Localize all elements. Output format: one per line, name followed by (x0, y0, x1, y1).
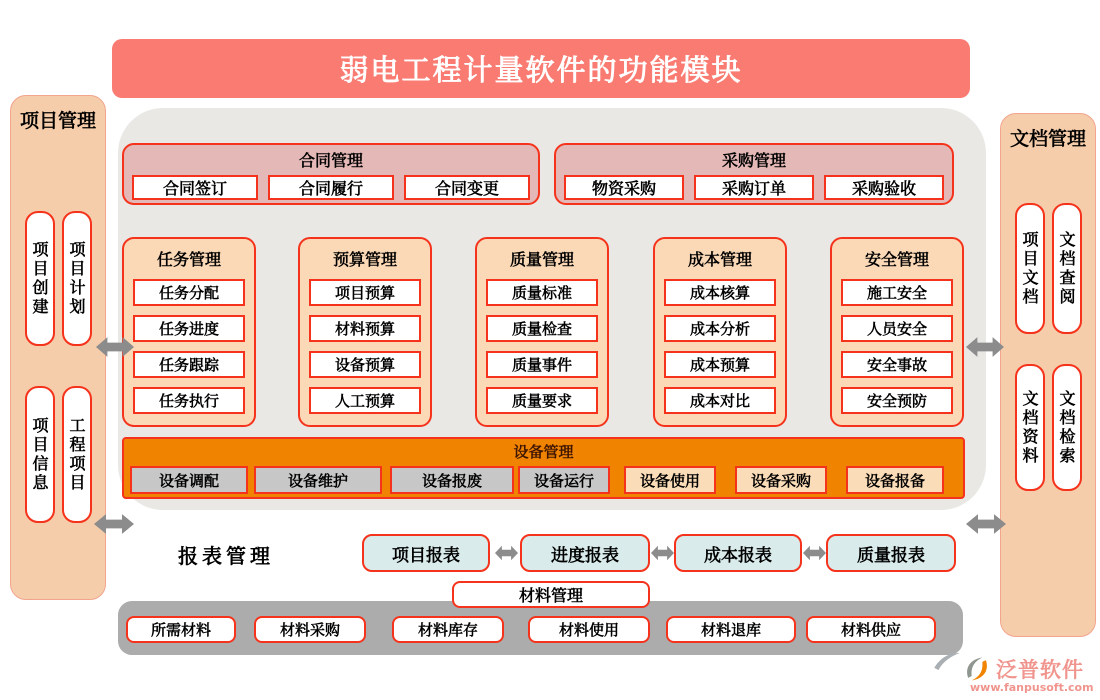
project-management-panel (10, 95, 106, 600)
project-pill-row-1 (11, 211, 105, 346)
contract-management-group (122, 143, 540, 205)
budget-management-column (298, 237, 432, 427)
module-contract-signing: 合同签订 (132, 175, 258, 200)
project-pill-row-2 (11, 386, 105, 523)
module-equipment-dispatch: 设备调配 (130, 466, 248, 494)
module-document-review: 文档查阅 (1052, 203, 1082, 334)
module-cost-analysis: 成本分析 (664, 315, 776, 342)
double-arrow-icon (651, 545, 674, 561)
module-material-purchase: 材料采购 (254, 616, 366, 643)
task-management-title: 任务管理 (156, 250, 221, 269)
contract-items (124, 171, 538, 200)
double-arrow-icon (94, 513, 134, 535)
module-material-return: 材料退库 (666, 616, 796, 643)
cost-management-column (653, 237, 787, 427)
procurement-management-group (554, 143, 954, 205)
module-quality-requirement: 质量要求 (486, 387, 598, 414)
contract-management-title: 合同管理 (298, 151, 363, 170)
module-equipment-operation: 设备运行 (518, 466, 610, 494)
double-arrow-icon (966, 336, 1004, 358)
document-pill-row-2 (1001, 364, 1095, 491)
page-title: 弱电工程计量软件的功能模块 (112, 39, 970, 98)
fanpu-logo-icon (962, 654, 992, 684)
module-equipment-filing: 设备报备 (846, 466, 944, 494)
module-construction-safety: 施工安全 (841, 279, 953, 306)
module-document-search: 文档检索 (1052, 364, 1082, 491)
double-arrow-icon (495, 545, 518, 561)
module-safety-prevention: 安全预防 (841, 387, 953, 414)
vendor-url: www.fanpusoft.com (970, 681, 1094, 694)
module-purchase-acceptance: 采购验收 (824, 175, 944, 200)
module-purchase-order: 采购订单 (694, 175, 814, 200)
material-management-bar (118, 601, 963, 655)
double-arrow-icon (966, 513, 1006, 535)
module-task-track: 任务跟踪 (133, 351, 245, 378)
module-engineering-project: 工程项目 (62, 386, 92, 523)
module-cost-compare: 成本对比 (664, 387, 776, 414)
procurement-items (556, 171, 952, 200)
module-cost-budget: 成本预算 (664, 351, 776, 378)
module-document-data: 文档资料 (1015, 364, 1045, 491)
module-material-inventory: 材料库存 (392, 616, 504, 643)
module-project-plan: 项目计划 (62, 211, 92, 346)
procurement-management-title: 采购管理 (721, 151, 786, 170)
module-project-info: 项目信息 (25, 386, 55, 523)
module-material-procurement: 物资采购 (564, 175, 684, 200)
material-management-title: 材料管理 (452, 581, 650, 608)
module-safety-accident: 安全事故 (841, 351, 953, 378)
module-cost-accounting: 成本核算 (664, 279, 776, 306)
safety-management-column (830, 237, 964, 427)
module-material-supply: 材料供应 (806, 616, 936, 643)
vendor-logo (934, 650, 1096, 696)
module-task-progress: 任务进度 (133, 315, 245, 342)
document-management-title: 文档管理 (1009, 128, 1086, 150)
report-management-title: 报表管理 (178, 544, 274, 568)
module-contract-performance: 合同履行 (268, 175, 394, 200)
module-project-report: 项目报表 (362, 534, 490, 572)
task-management-column (122, 237, 256, 427)
logo-swoosh-icon (934, 653, 960, 670)
module-project-document: 项目文档 (1015, 203, 1045, 334)
module-equipment-usage: 设备使用 (624, 466, 716, 494)
module-equipment-budget: 设备预算 (309, 351, 421, 378)
document-management-panel (1000, 113, 1096, 637)
cost-management-title: 成本管理 (687, 250, 752, 269)
module-equipment-purchase: 设备采购 (735, 466, 827, 494)
module-quality-standard: 质量标准 (486, 279, 598, 306)
module-equipment-maintenance: 设备维护 (254, 466, 382, 494)
budget-management-title: 预算管理 (332, 250, 397, 269)
module-material-usage: 材料使用 (528, 616, 650, 643)
double-arrow-icon (803, 545, 826, 561)
equipment-management-title: 设备管理 (513, 443, 574, 461)
module-project-create: 项目创建 (25, 211, 55, 346)
module-quality-inspection: 质量检查 (486, 315, 598, 342)
module-equipment-scrap: 设备报废 (390, 466, 514, 494)
module-labor-budget: 人工预算 (309, 387, 421, 414)
double-arrow-icon (96, 336, 134, 358)
module-quality-event: 质量事件 (486, 351, 598, 378)
module-progress-report: 进度报表 (520, 534, 650, 572)
module-personnel-safety: 人员安全 (841, 315, 953, 342)
safety-management-title: 安全管理 (864, 250, 929, 269)
module-project-budget: 项目预算 (309, 279, 421, 306)
document-pill-row-1 (1001, 203, 1095, 334)
module-task-assign: 任务分配 (133, 279, 245, 306)
quality-management-title: 质量管理 (509, 250, 574, 269)
equipment-management-bar (122, 437, 965, 499)
module-contract-change: 合同变更 (404, 175, 530, 200)
module-task-execute: 任务执行 (133, 387, 245, 414)
quality-management-column (475, 237, 609, 427)
module-quality-report: 质量报表 (826, 534, 956, 572)
vendor-name: 泛普软件 (996, 657, 1084, 682)
module-cost-report: 成本报表 (674, 534, 802, 572)
module-required-materials: 所需材料 (126, 616, 236, 643)
project-management-title: 项目管理 (19, 110, 96, 132)
module-material-budget: 材料预算 (309, 315, 421, 342)
